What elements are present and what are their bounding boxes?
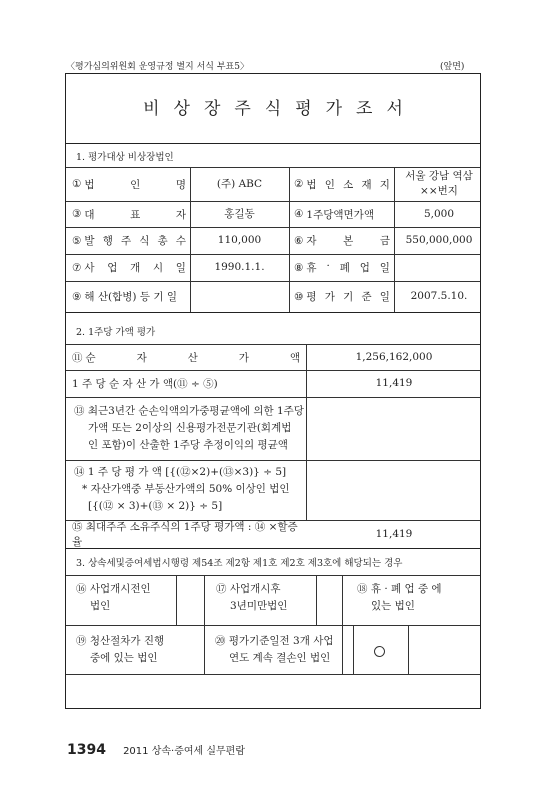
net-asset-label: [72, 344, 300, 370]
field-number: ⑨: [72, 290, 82, 303]
field-number: ⑪: [72, 351, 83, 364]
field-value: 550,000,000: [405, 234, 473, 246]
field-value: 110,000: [217, 234, 262, 246]
net-asset-per-share-label: 1 주 당 순 자 산 가 액(⑪ ÷ ⑤): [72, 378, 218, 390]
text-line: ⑲ 청산절차가 진행: [76, 635, 165, 647]
net-asset-value: 1,256,162,000: [355, 350, 433, 363]
field-number: ⑤: [72, 234, 82, 247]
field-label: [86, 350, 301, 365]
field-label-cell: [294, 167, 390, 201]
section-heading: 3. 상속세및증여세법시행령 제54조 제2항 제1호 제2호 제3호에 해당되는 경우: [76, 558, 403, 569]
label-char: 자: [136, 351, 147, 364]
field-label-cell: [72, 281, 186, 312]
valuation-form: [65, 73, 481, 709]
label-char: 가: [324, 291, 335, 303]
major-shareholder-value-label: ⑮ 최대주주 소유주식의 1주당 평가액 : ⑭ ×할증율: [72, 521, 298, 548]
label-char: 명: [175, 178, 186, 191]
label-char: 소: [343, 178, 354, 191]
field-label: [306, 233, 390, 248]
text-line: ⑰ 사업개시후: [216, 583, 281, 595]
rule: [289, 167, 290, 312]
under-3yr-corp-label: [216, 581, 316, 615]
field-value: (주) ABC: [216, 177, 263, 190]
label-char: 사: [84, 262, 95, 274]
rule: [176, 575, 177, 625]
field-label: [306, 207, 390, 222]
label-char: 기: [343, 291, 354, 303]
text-line: 중에 있는 법인: [90, 652, 158, 664]
field-number: ③: [72, 208, 82, 220]
page-number: 1394: [67, 742, 106, 758]
field-label: [84, 289, 186, 304]
field-label-cell: [72, 227, 186, 254]
suspended-corp-label: [357, 581, 477, 615]
label-char: 일: [379, 262, 390, 274]
text-line: 법인: [90, 600, 111, 612]
label-char: 일: [175, 262, 186, 274]
label-char: 휴: [306, 262, 317, 274]
field-value: 1990.1.1.: [214, 261, 265, 273]
text-line: ⑭ 1 주 당 평 가 액 [{(⑫×2)+(⑬×3)} ÷ 5]: [74, 466, 287, 478]
label-char: 인: [324, 178, 335, 191]
rule: [66, 143, 480, 144]
text-line: ⑱ 휴 · 폐 업 중 에: [357, 583, 442, 595]
field-label: [306, 260, 390, 275]
label-char: 총: [157, 235, 168, 247]
field-value: 2007.5.10.: [410, 290, 468, 302]
label-char: 법: [84, 178, 95, 191]
text-line: 가액 또는 2이상의 신용평가전문기관(회계법: [88, 422, 292, 434]
text-line: ⑯ 사업개시전인: [76, 583, 151, 595]
field-label: [84, 260, 186, 275]
field-label-cell: [294, 254, 390, 281]
text-line: 있는 법인: [371, 600, 415, 612]
front-side-label: (앞면): [440, 62, 465, 72]
rule: [66, 674, 480, 675]
section-heading: 1. 평가대상 비상장법인: [76, 152, 174, 163]
rule: [204, 575, 205, 674]
field-label: [306, 289, 390, 304]
liquidation-corp-label: [76, 633, 204, 667]
label-char: 수: [175, 235, 186, 247]
field-value: 5,000: [423, 207, 455, 220]
text-line: 3년미만법인: [230, 600, 288, 612]
label-char: 일: [379, 291, 390, 303]
book-title: 2011 상속·증여세 실무편람: [123, 746, 245, 757]
field-label: [306, 177, 390, 192]
label-char: 재: [361, 178, 372, 191]
label-char: 법: [306, 178, 317, 191]
text-line: ⑬ 최근3년간 순손익액의가중평균액에 의한 1주당: [74, 405, 304, 417]
field-label-cell: [294, 227, 390, 254]
section-heading: 2. 1주당 가액 평가: [76, 327, 156, 338]
label-char: 지: [379, 178, 390, 191]
field-number: ⑦: [72, 261, 82, 274]
rule: [66, 312, 480, 313]
label-char: 가: [238, 351, 249, 364]
field-label-cell: [72, 254, 186, 281]
label-char: 발: [84, 235, 95, 247]
field-number: ④: [294, 208, 304, 220]
continuous-loss-corp-label: [215, 633, 353, 667]
text-line: 인 포함)이 산출한 1주당 추정이익의 평균액: [88, 439, 288, 451]
pre-business-corp-label: [76, 581, 176, 615]
rule: [316, 575, 317, 625]
rule: [66, 460, 480, 461]
label-char: 시: [152, 262, 164, 274]
field-number: ①: [72, 178, 82, 190]
page-footer: [67, 739, 245, 758]
form-reference-note: 〈평가심의위원회 운영규정 별지 서식 부표5〉: [66, 62, 249, 72]
text-line: * 자산가액중 부동산가액의 50% 이상인 법인: [82, 483, 290, 495]
label-char: 행: [102, 235, 113, 247]
major-shareholder-value: 11,419: [375, 527, 413, 540]
label-char: 해 산(합병) 등 기 일: [84, 291, 177, 303]
field-value: [398, 254, 480, 281]
label-char: 1주당액면가액: [306, 208, 374, 221]
rule: [408, 625, 409, 674]
field-label: [84, 233, 186, 248]
rule: [353, 625, 354, 674]
field-value: 서울 강남 역삼 ××번지: [405, 170, 473, 197]
label-char: 표: [130, 208, 141, 221]
applicable-circle-mark: [374, 646, 385, 657]
rule: [66, 625, 480, 626]
label-char: 식: [139, 235, 150, 247]
label-char: 주: [120, 235, 132, 247]
text-line: ⑳ 평가기준일전 3개 사업: [215, 635, 334, 647]
label-char: 개: [130, 262, 141, 274]
net-asset-per-share-value: 11,419: [375, 377, 413, 389]
field-value: [190, 281, 289, 312]
label-char: ·: [326, 260, 330, 272]
per-share-value-formula: [74, 464, 306, 515]
field-number: ②: [294, 178, 304, 190]
field-label: [84, 207, 186, 222]
text-line: [{(⑫ × 3)+(⑬ × 2)} ÷ 5]: [88, 500, 223, 512]
field-label-cell: [294, 201, 390, 227]
field-number: ⑥: [294, 234, 304, 247]
field-value: 홍길동: [224, 207, 255, 220]
label-char: 폐: [339, 262, 350, 274]
rule: [394, 167, 395, 312]
field-number: ⑩: [294, 290, 304, 303]
label-char: 업: [359, 262, 370, 274]
label-char: 본: [343, 235, 354, 247]
rule: [66, 397, 480, 398]
field-label-cell: [72, 201, 186, 227]
field-label-cell: [294, 281, 390, 312]
form-title: 비상장주식평가조서: [143, 99, 417, 119]
label-char: 산: [187, 351, 198, 364]
field-label: [84, 177, 186, 192]
label-char: 준: [361, 291, 372, 303]
label-char: 금: [379, 235, 390, 247]
label-char: 업: [107, 262, 118, 274]
label-char: 액: [289, 351, 300, 364]
text-line: 연도 계속 결손인 법인: [229, 652, 331, 664]
field-number: ⑧: [294, 261, 304, 274]
label-char: 자: [175, 208, 186, 221]
label-char: 대: [84, 208, 95, 221]
earnings-value-description: [74, 403, 306, 454]
label-char: 자: [306, 235, 317, 247]
label-char: 인: [130, 178, 141, 191]
label-char: 평: [306, 291, 317, 303]
label-char: 순: [85, 351, 96, 364]
rule: [66, 575, 480, 576]
field-label-cell: [72, 167, 186, 201]
